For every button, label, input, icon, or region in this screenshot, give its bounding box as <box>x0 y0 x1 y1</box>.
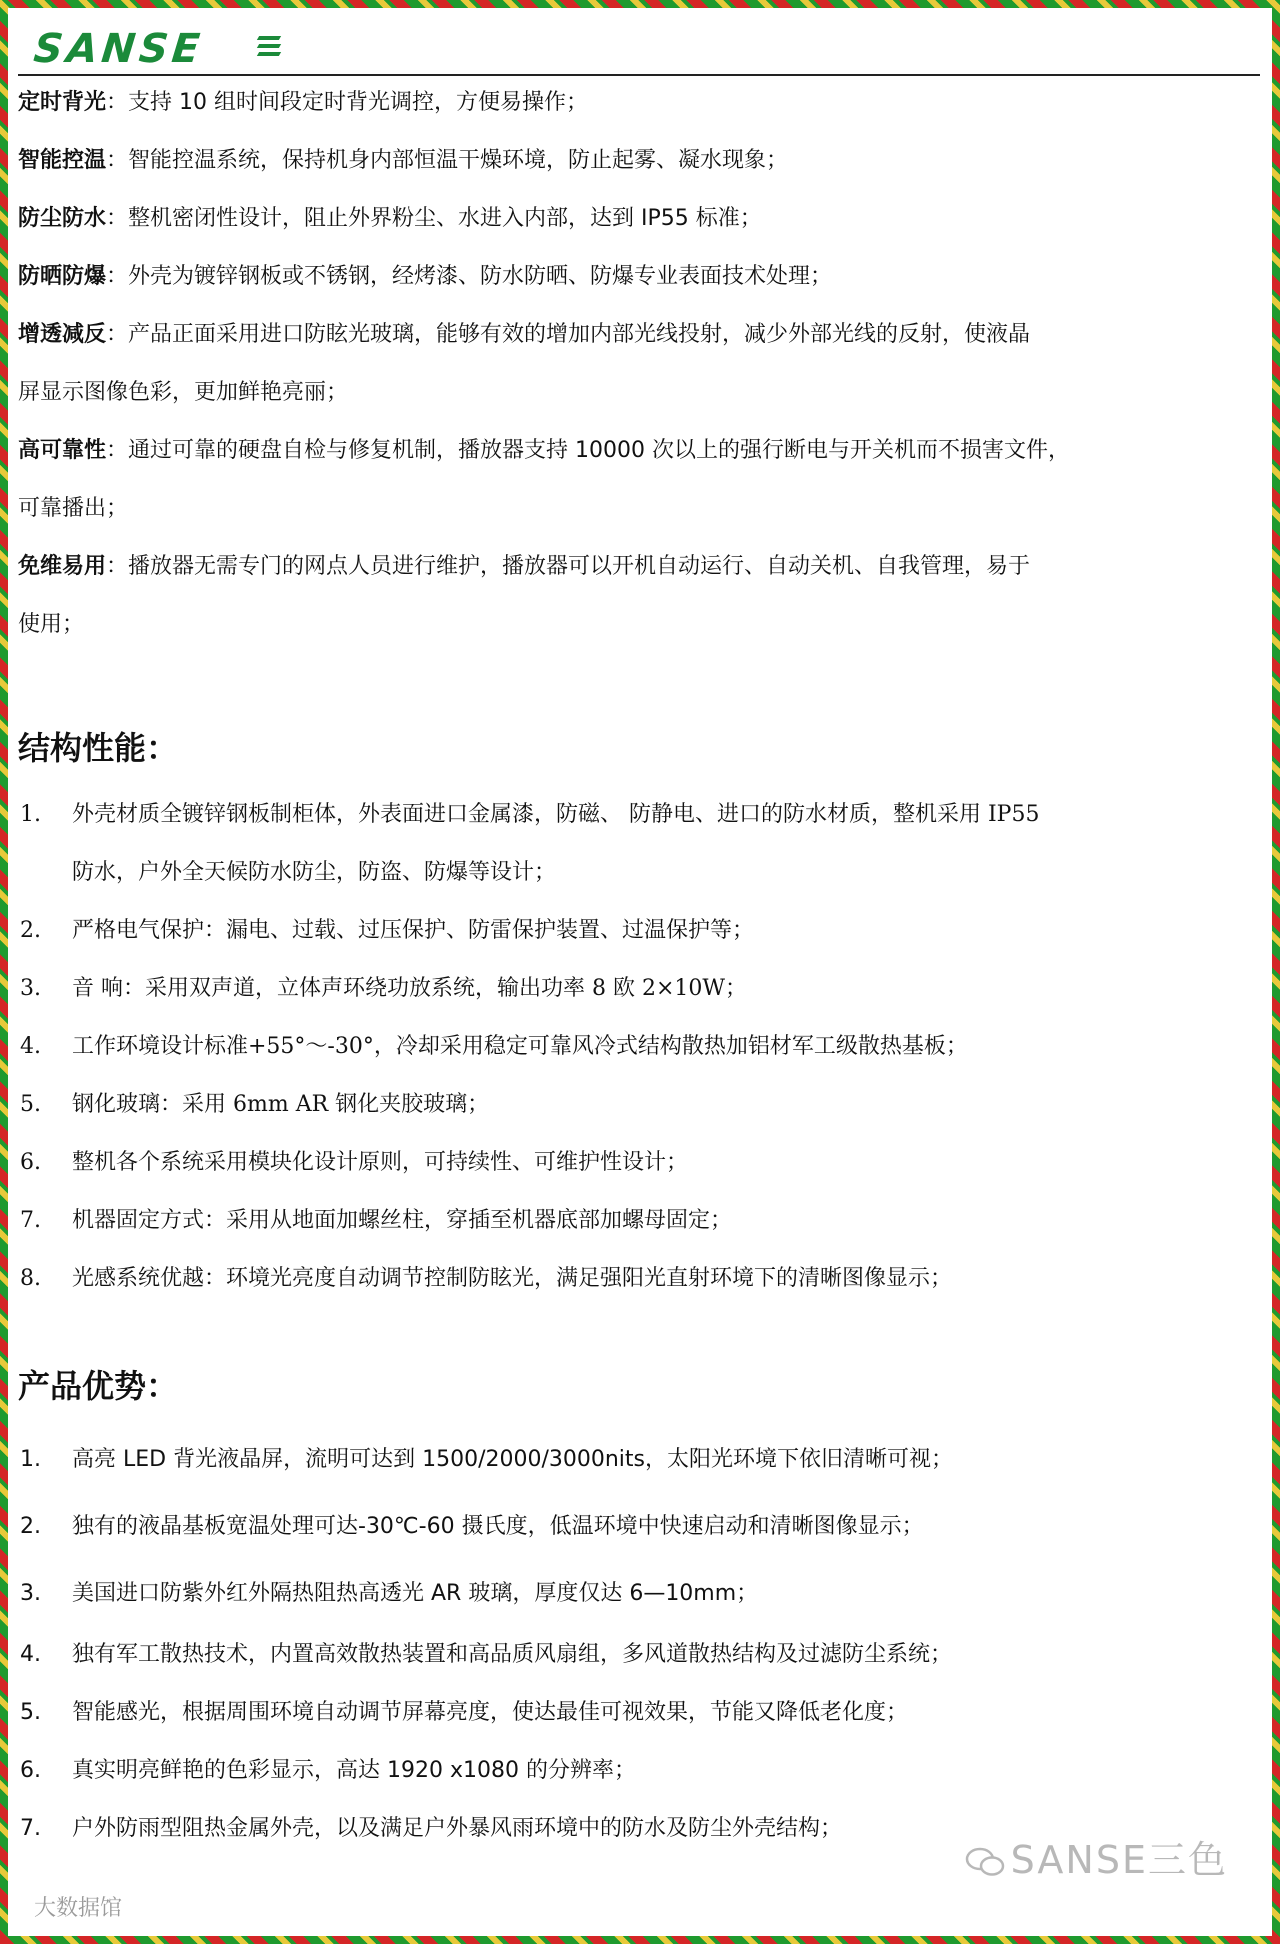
features-list <box>18 74 1254 654</box>
feature-item <box>18 74 1254 132</box>
feature-text: ：支持 10 组时间段定时背光调控，方便易操作； <box>106 90 588 115</box>
item-text: 工作环境设计标准+55°～-30°，冷却采用稳定可靠风冷式结构散热加铝材军工级散热基板； <box>72 1034 968 1059</box>
item-number: 1. <box>20 1447 41 1472</box>
structure-item <box>18 1076 1254 1134</box>
item-text: 户外防雨型阻热金属外壳，以及满足户外暴风雨环境中的防水及防尘外壳结构； <box>72 1816 843 1841</box>
item-number: 1. <box>20 802 41 827</box>
advantage-item <box>18 1428 1254 1492</box>
item-number: 6. <box>20 1758 41 1783</box>
item-text: 严格电气保护：漏电、过载、过压保护、防雷保护装置、过温保护等； <box>72 918 755 943</box>
feature-item <box>18 538 1254 654</box>
feature-label: 智能控温 <box>18 148 107 173</box>
feature-label: 高可靠性 <box>18 438 107 463</box>
feature-item <box>18 422 1254 538</box>
logo-stripes-icon <box>258 36 280 58</box>
feature-item <box>18 248 1254 306</box>
feature-text: ：播放器无需专门的网点人员进行维护，播放器可以开机自动运行、自动关机、自我管理，易于 <box>106 554 1031 579</box>
header <box>18 16 1260 76</box>
item-text: 高亮 LED 背光液晶屏，流明可达到 1500/2000/3000nits，太阳光环境下依旧清晰可视； <box>72 1447 954 1472</box>
wechat-icon <box>965 1847 1005 1877</box>
feature-text: ：通过可靠的硬盘自检与修复机制，播放器支持 10000 次以上的强行断电与开关机而不损害文件， <box>106 438 1070 463</box>
advantages-list <box>18 1428 1254 1858</box>
structure-item <box>18 786 1254 902</box>
document-page <box>8 8 1272 1936</box>
advantage-item <box>18 1492 1254 1562</box>
feature-text-continued: 使用； <box>18 612 85 637</box>
item-text: 光感系统优越：环境光亮度自动调节控制防眩光，满足强阳光直射环境下的清晰图像显示； <box>72 1266 953 1291</box>
item-text: 美国进口防紫外红外隔热阻热高透光 AR 玻璃，厚度仅达 6—10mm； <box>72 1581 759 1606</box>
feature-text: ：产品正面采用进口防眩光玻璃，能够有效的增加内部光线投射，减少外部光线的反射，使液晶 <box>106 322 1031 347</box>
item-text-continued: 防水，户外全天候防水防尘，防盗、防爆等设计； <box>72 860 557 885</box>
advantage-item <box>18 1562 1254 1626</box>
feature-label: 防晒防爆 <box>18 264 107 289</box>
feature-item <box>18 132 1254 190</box>
content <box>18 74 1254 1858</box>
item-number: 3. <box>20 1581 41 1606</box>
watermark <box>965 1829 1228 1884</box>
advantage-item <box>18 1626 1254 1684</box>
advantage-item <box>18 1742 1254 1800</box>
item-text: 智能感光，根据周围环境自动调节屏幕亮度，使达最佳可视效果，节能又降低老化度； <box>72 1700 909 1725</box>
feature-label: 免维易用 <box>18 554 107 579</box>
feature-text: ：外壳为镀锌钢板或不锈钢，经烤漆、防水防晒、防爆专业表面技术处理； <box>106 264 833 289</box>
item-number: 2. <box>20 1514 41 1539</box>
item-text: 音 响：采用双声道，立体声环绕功放系统，输出功率 8 欧 2×10W； <box>72 976 748 1001</box>
feature-text: ：整机密闭性设计，阻止外界粉尘、水进入内部，达到 IP55 标准； <box>106 206 762 231</box>
item-text: 机器固定方式：采用从地面加螺丝柱，穿插至机器底部加螺母固定； <box>72 1208 733 1233</box>
item-text: 外壳材质全镀锌钢板制柜体，外表面进口金属漆，防磁、 防静电、进口的防水材质，整机采用 IP55 <box>72 802 1040 827</box>
feature-text-continued: 屏显示图像色彩，更加鲜艳亮丽； <box>18 380 349 405</box>
structure-item <box>18 1018 1254 1076</box>
feature-item <box>18 306 1254 422</box>
feature-label: 防尘防水 <box>18 206 107 231</box>
structure-item <box>18 902 1254 960</box>
bottom-watermark: 大数据馆 <box>34 1896 123 1921</box>
item-number: 7. <box>20 1816 41 1841</box>
item-number: 6. <box>20 1150 41 1175</box>
advantages-title: 产品优势： <box>18 1367 179 1405</box>
feature-text: ：智能控温系统，保持机身内部恒温干燥环境，防止起雾、凝水现象； <box>106 148 789 173</box>
brand-logo: SANSE <box>31 26 206 72</box>
structure-item <box>18 1192 1254 1250</box>
item-text: 独有军工散热技术，内置高效散热装置和高品质风扇组，多风道散热结构及过滤防尘系统； <box>72 1642 953 1667</box>
item-number: 4. <box>20 1034 41 1059</box>
item-text: 整机各个系统采用模块化设计原则，可持续性、可维护性设计； <box>72 1150 689 1175</box>
structure-list <box>18 786 1254 1308</box>
structure-item <box>18 1134 1254 1192</box>
spacer <box>18 1308 1254 1362</box>
feature-label: 定时背光 <box>18 90 107 115</box>
item-number: 5. <box>20 1700 41 1725</box>
advantage-item <box>18 1684 1254 1742</box>
structure-title: 结构性能： <box>18 729 179 767</box>
feature-label: 增透减反 <box>18 322 107 347</box>
item-number: 7. <box>20 1208 41 1233</box>
watermark-text: SANSE三色 <box>1010 1838 1228 1882</box>
feature-item <box>18 190 1254 248</box>
item-number: 4. <box>20 1642 41 1667</box>
item-number: 3. <box>20 976 41 1001</box>
item-number: 2. <box>20 918 41 943</box>
item-number: 5. <box>20 1092 41 1117</box>
item-number: 8. <box>20 1266 41 1291</box>
feature-text-continued: 可靠播出； <box>18 496 129 521</box>
item-text: 独有的液晶基板宽温处理可达-30℃-60 摄氏度，低温环境中快速启动和清晰图像显示； <box>72 1514 924 1539</box>
structure-item <box>18 1250 1254 1308</box>
spacer <box>18 654 1254 724</box>
structure-item <box>18 960 1254 1018</box>
item-text: 钢化玻璃：采用 6mm AR 钢化夹胶玻璃； <box>72 1092 490 1117</box>
item-text: 真实明亮鲜艳的色彩显示，高达 1920 x1080 的分辨率； <box>72 1758 636 1783</box>
